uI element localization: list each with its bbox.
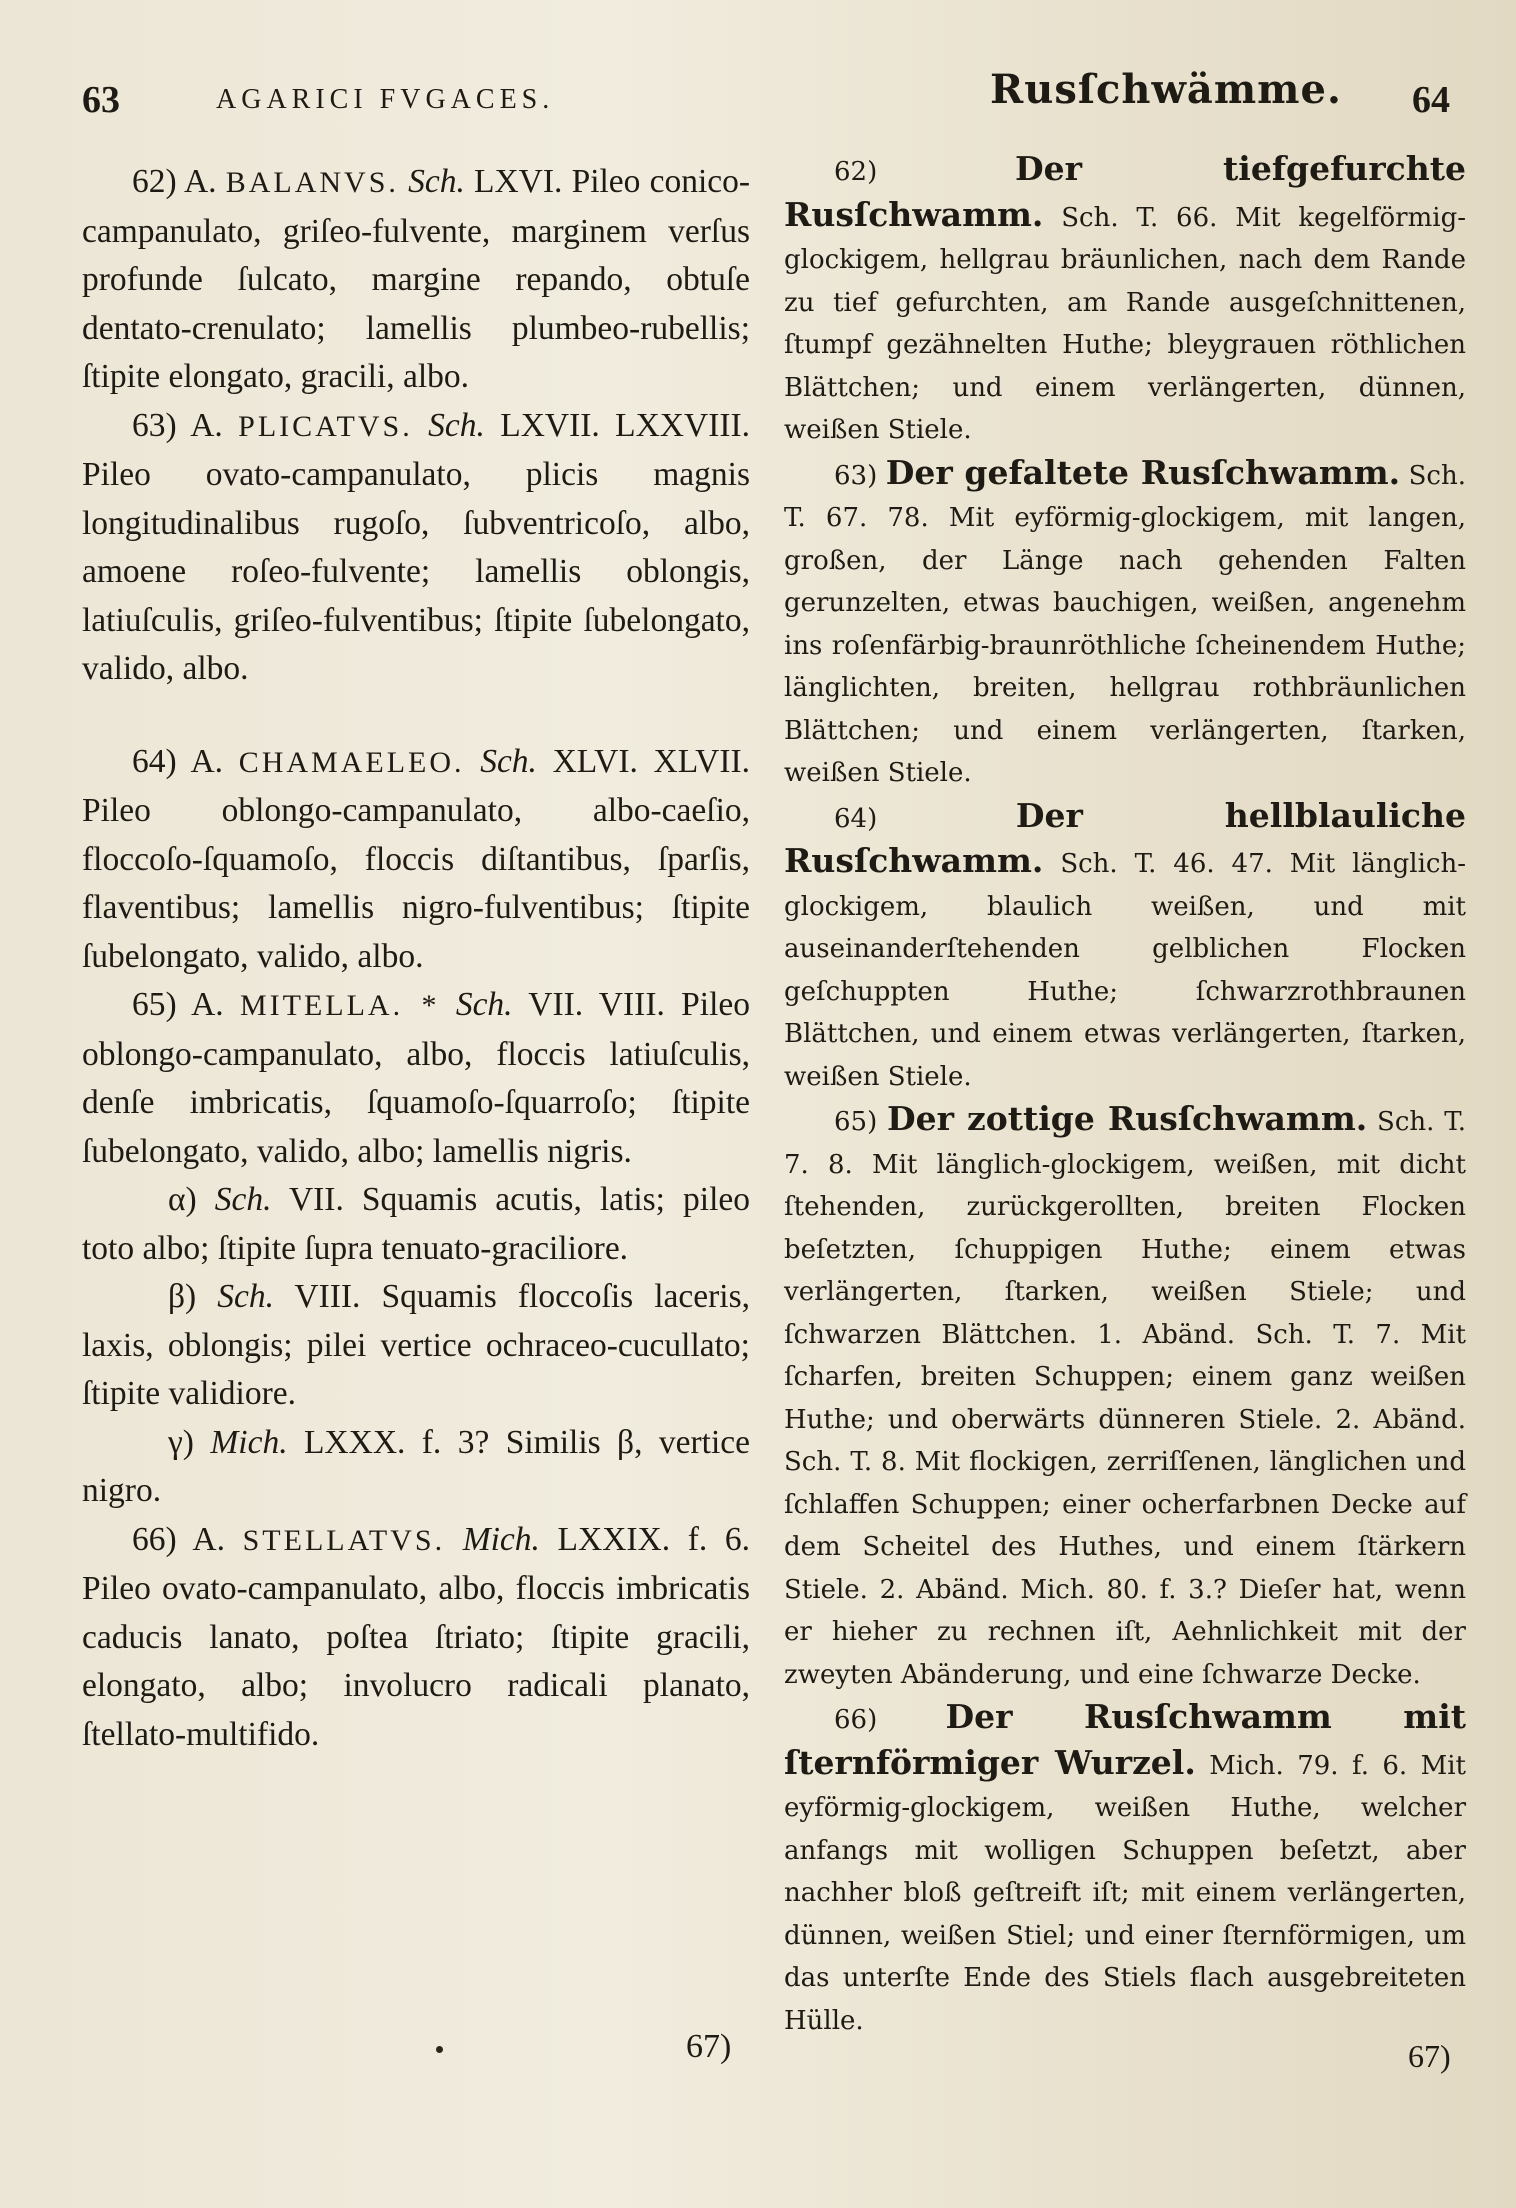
german-entry: 66) Der Rusſchwamm mit ſternförmiger Wurzel. Mich. 79. f. 6. Mit eyförmig-glockigem, weißen Huthe, welcher anfangs mit wolligen Schuppen beſetzt, aber nachher bloß geſtreift iſt; mit einem verlängerten, dünnen, weißen Stiel; und einer ſternförmigen, um das unterſte Ende des Stiels flach ausgebreiteten Hülle. — [784, 1697, 1467, 2036]
german-entry: 62) Der tiefgefurchte Rusſchwamm. Sch. T. 66. Mit kegelförmig-glockigem, hellgrau bräunlichen, nach dem Rande zu tief gefurchten, am Rande ausgeſchnittenen, ſtumpf gezähnelten Huthe; bleygrauen röthlichen Blättchen; und einem verlängerten, dünnen, weißen Stiele. — [784, 149, 1466, 445]
german-column — [784, 148, 1466, 2042]
ink-dot — [436, 2046, 443, 2053]
german-entry: 64) Der hellblauliche Rusſchwamm. Sch. T. 46. 47. Mit länglich-glockigem, blaulich weißen, und mit auseinanderſtehenden gelblichen Flocken geſchuppten Huthe; ſchwarzrothbraunen Blättchen, und einem etwas verlängerten, ſtarken, weißen Stiele. — [784, 795, 1466, 1092]
variety-alpha: α) Sch. VII. Squamis acutis, latis; pileo toto albo; ſtipite ſupra tenuato-graciliore. — [82, 1181, 751, 1267]
right-page-number: 64 — [1412, 79, 1450, 121]
latin-entry: 63) A. PLICATVS. Sch. LXVII. LXXVIII. Pileo ovato-campanulato, plicis magnis longitudinalibus rugoſo, ſubventricoſo, albo, amoene roſeo-fulvente; lamellis oblongis, latiuſculis, griſeo-fulventibus; ſtipite ſubelongato, valido, albo. — [82, 406, 751, 687]
latin-entry: 65) A. MITELLA. * Sch. VII. VIII. Pileo oblongo-campanulato, albo, floccis latiuſculis, denſe imbricatis, ſquamoſo-ſquarroſo; ſtipite ſubelongato, valido, albo; lamellis nigris. — [82, 986, 751, 1170]
german-entry: 65) Der zottige Rusſchwamm. Sch. T. 7. 8. Mit länglich-glockigem, weißen, mit dicht ſtehenden, zurückgerollten, breiten Flocken beſetzten, ſchuppigen Huthe; einem etwas verlängerten, ſtarken, weißen Stiele; und ſchwarzen Blättchen. 1. Abänd. Sch. T. 7. Mit ſcharfen, breiten Schuppen; einem ganz weißen Huthe; und oberwärts dünneren Stiele. 2. Abänd. Sch. T. 8. Mit flockigen, zerriſſenen, länglichen und ſchlaffen Schuppen; einer ocherfarbnen Decke auf dem Scheitel des Huthes, und einem ſtärkern Stiele. 2. Abänd. Mich. 80. f. 3.? Dieſer hat, wenn er hieher zu rechnen iſt, Aehnlichkeit mit der zweyten Abänderung, und eine ſchwarze Decke. — [784, 1099, 1466, 1690]
latin-entry: 66) A. STELLATVS. Mich. LXXIX. f. 6. Pileo ovato-campanulato, albo, floccis imbricatis caducis lanato, poſtea ſtriato; ſtipite gracili, elongato, albo; involucro radicali planato, ſtellato-multifido. — [82, 1520, 750, 1753]
variety-gamma: γ) Mich. LXXX. f. 3? Similis β, vertice nigro. — [82, 1423, 750, 1509]
latin-entry: 62) A. BALANVS. Sch. LXVI. Pileo conico-campanulato, griſeo-fulvente, marginem verſus profunde ſulcato, margine repando, obtuſe dentato-crenulato; lamellis plumbeo-rubellis; ſtipite elongato, gracili, albo. — [82, 163, 751, 395]
left-running-head: AGARICI FVGACES. — [216, 84, 555, 115]
left-catchword: 67) — [686, 2028, 732, 2065]
latin-column — [82, 158, 750, 1759]
variety-beta: β) Sch. VIII. Squamis floccoſis laceris, laxis, oblongis; pilei vertice ochraceo-cucullato; ſtipite validiore. — [82, 1278, 751, 1412]
left-page-number: 63 — [82, 79, 120, 121]
latin-entry: 64) A. CHAMAELEO. Sch. XLVI. XLVII. Pileo oblongo-campanulato, albo-caeſio, floccoſo-ſquamoſo, floccis diſtantibus, ſparſis, flaventibus; lamellis nigro-fulventibus; ſtipite ſubelongato, valido, albo. — [82, 742, 751, 975]
right-running-head: Rusſchwämme. — [990, 66, 1342, 113]
right-catchword: 67) — [1408, 2038, 1451, 2074]
german-entry: 63) Der gefaltete Rusſchwamm. Sch. T. 67. 78. Mit eyförmig-glockigem, mit langen, großen, der Länge nach gehenden Falten gerunzelten, etwas bauchigen, weißen, angenehm ins roſenfärbig-braunröthliche ſcheinendem Huthe; länglichten, breiten, hellgrau rothbräunlichen Blättchen; und einem verlängerten, ſtarken, weißen Stiele. — [784, 452, 1466, 788]
